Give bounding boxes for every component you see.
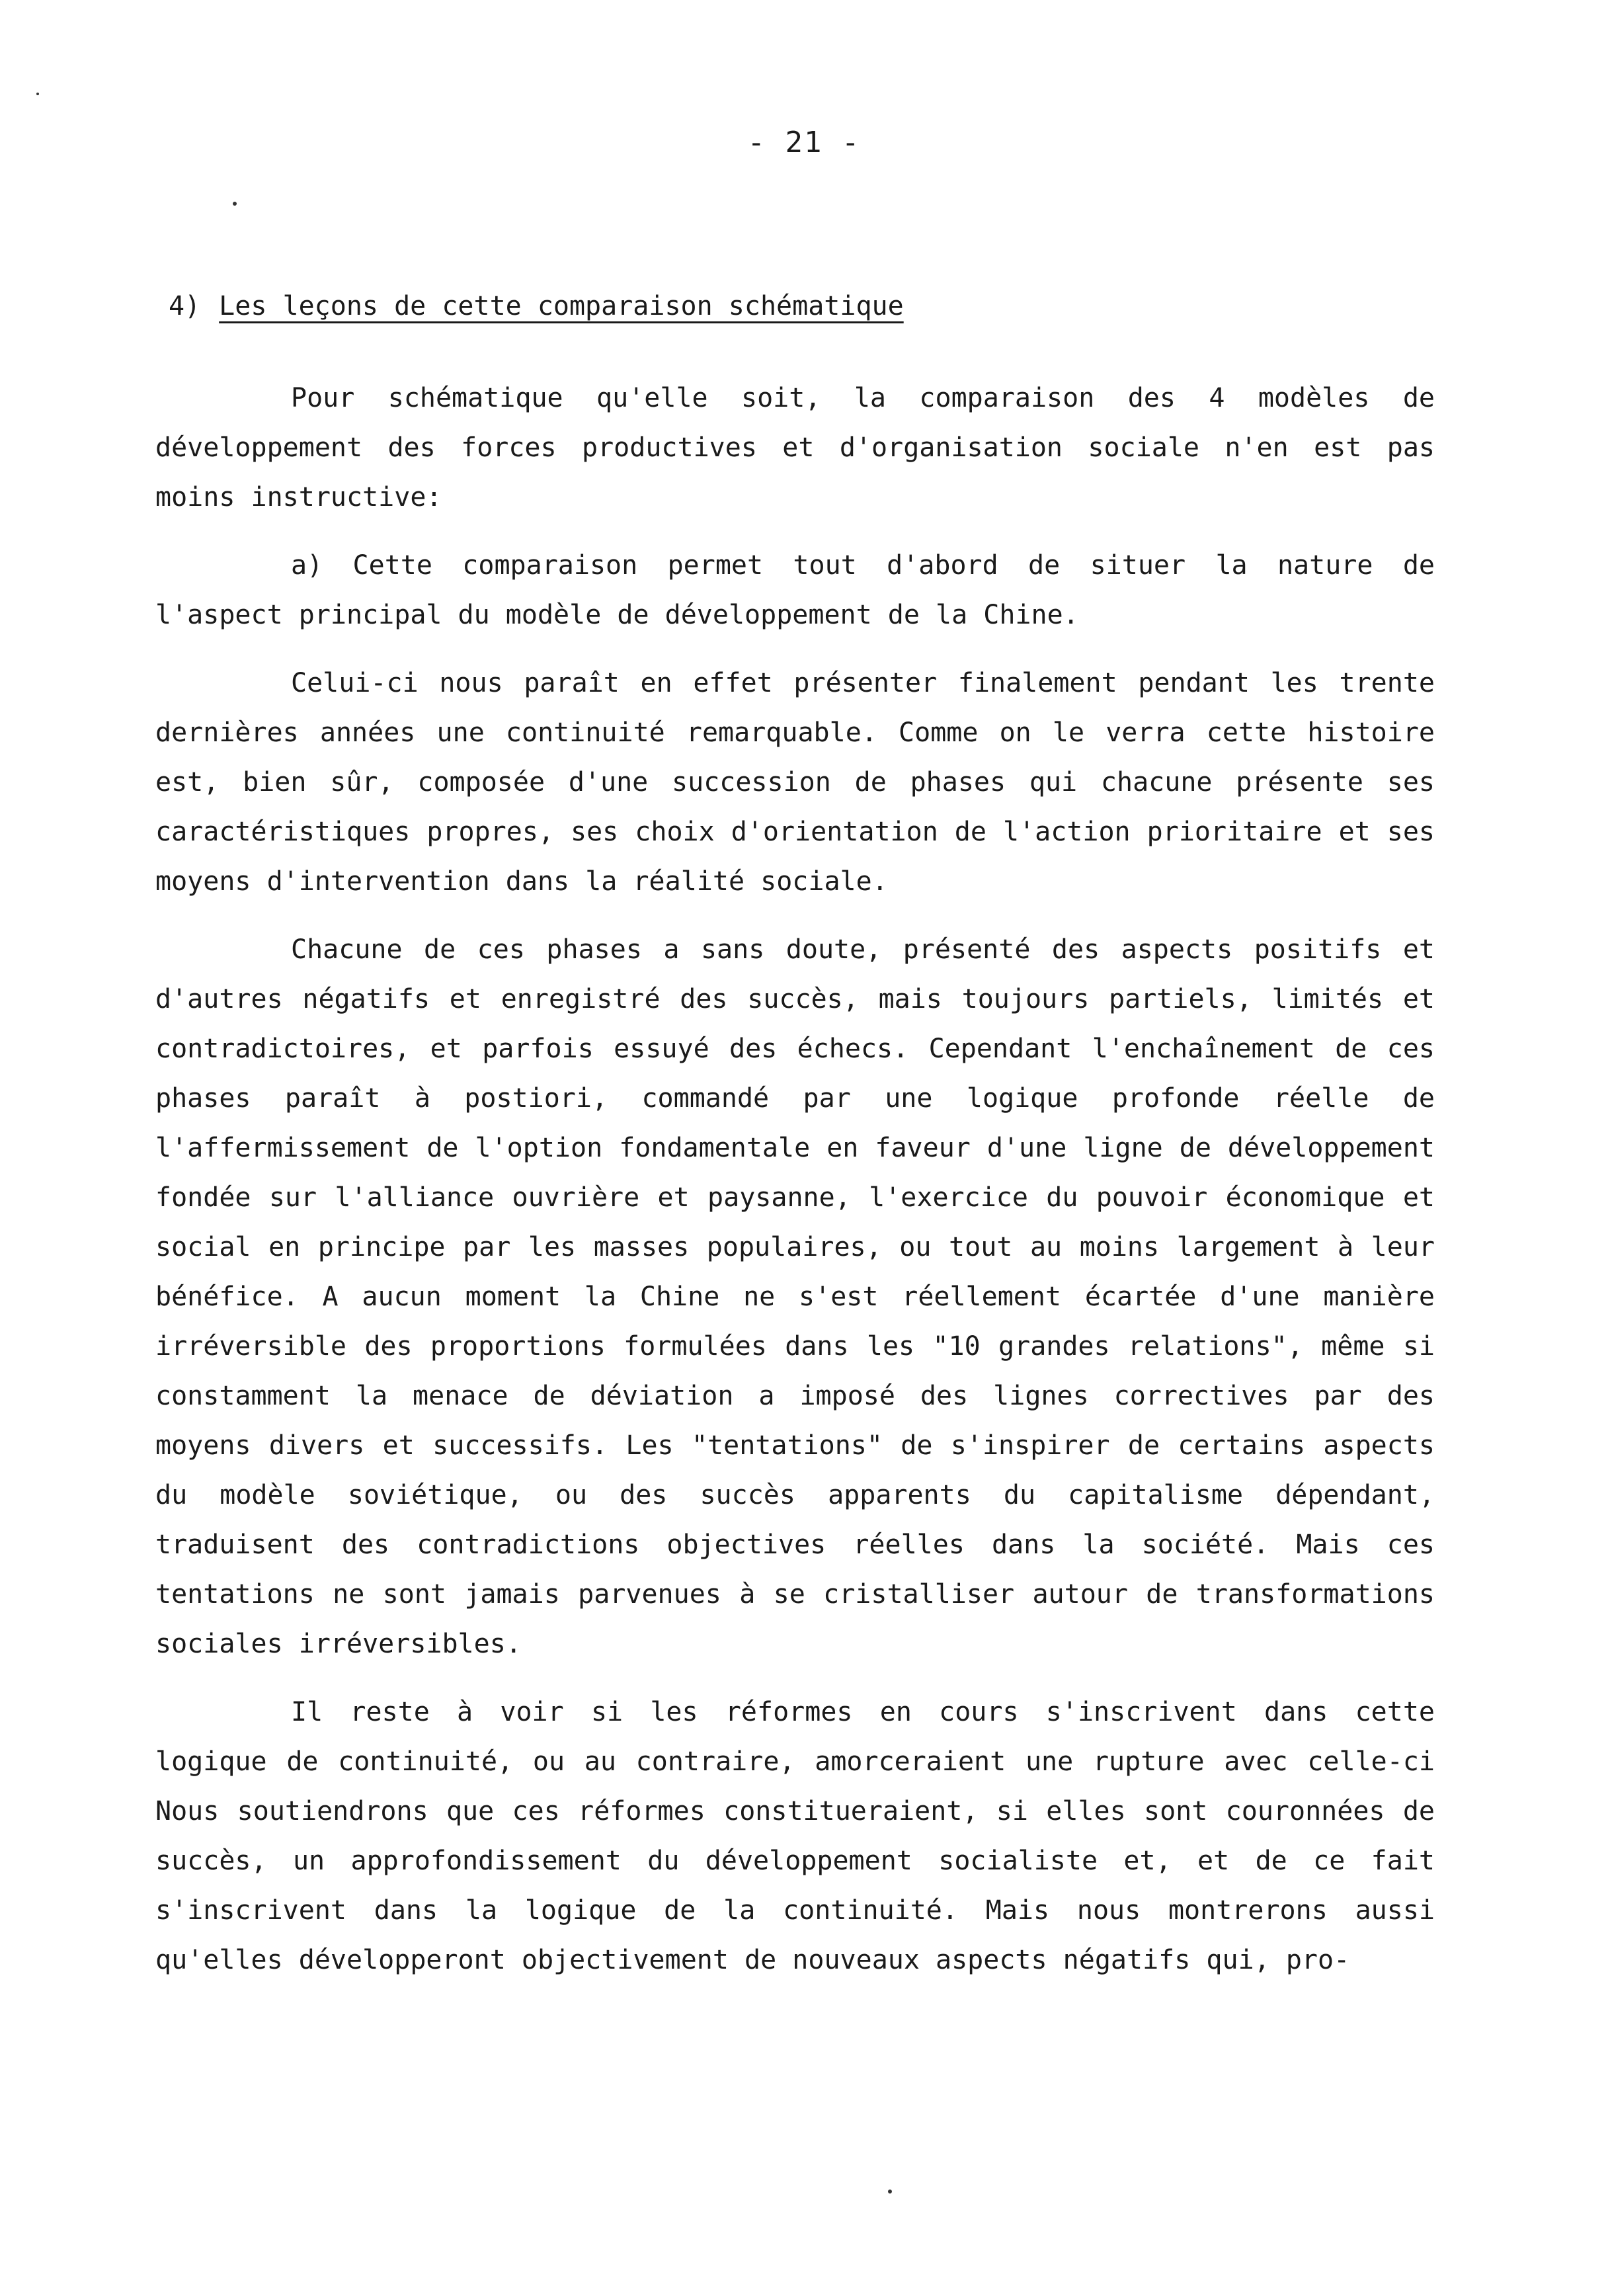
paragraph-reforms: Il reste à voir si les réformes en cours s'inscrivent dans cette logique de continuité, ou au contraire, amorceraient une rupture avec celle-ci Nous soutiendrons que ces réformes constitueraient, si elles sont couronnées de succès, un approfondissement du développement socialiste et, et de ce fait s'inscrivent dans la logique de la continuité. Mais nous montrerons aussi qu'elles développeront objectivement de nouveaux aspects négatifs qui, pro- — [155, 1697, 1435, 1975]
section-heading — [169, 291, 904, 321]
body-text — [155, 374, 1435, 2004]
section-title: Les leçons de cette comparaison schématique — [219, 291, 904, 321]
paragraph-intro: Pour schématique qu'elle soit, la comparaison des 4 modèles de développement des forces productives et d'organisation sociale n'en est pas moins instructive: — [155, 383, 1435, 512]
paragraph-point-a: a) Cette comparaison permet tout d'abord de situer la nature de l'aspect principal du modèle de développement de la Chine. — [155, 550, 1435, 630]
section-number: 4) — [169, 291, 201, 321]
scan-speck — [36, 93, 39, 95]
page-number: - 21 - — [747, 126, 861, 159]
scan-speck — [888, 2190, 892, 2194]
scan-speck — [233, 202, 237, 206]
paragraph-phases: Chacune de ces phases a sans doute, présenté des aspects positifs et d'autres négatifs et enregistré des succès, mais toujours partiels, limités et contradictoires, et parfois essuyé des échecs. Cependant l'enchaînement de ces phases paraît à postiori, commandé par une logique profonde réelle de l'affermissement de l'option fondamentale en faveur d'une ligne de développement fondée sur l'alliance ouvrière et paysanne, l'exercice du pouvoir économique et social en principe par les masses populaires, ou tout au moins largement à leur bénéfice. A aucun moment la Chine ne s'est réellement écartée d'une manière irréversible des proportions formulées dans les "10 grandes relations", même si constamment la menace de déviation a imposé des lignes correctives par des moyens divers et successifs. Les "tentations" de s'inspirer de certains aspects du modèle soviétique, ou des succès apparents du capitalisme dépendant, traduisent des contradictions objectives réelles dans la société. Mais ces tentations ne sont jamais parvenues à se cristalliser autour de transformations sociales irréversibles. — [155, 934, 1435, 1659]
paragraph-continuity: Celui-ci nous paraît en effet présenter finalement pendant les trente dernières années une continuité remarquable. Comme on le verra cette histoire est, bien sûr, composée d'une succession de phases qui chacune présente ses caractéristiques propres, ses choix d'orientation de l'action prioritaire et ses moyens d'intervention dans la réalité sociale. — [155, 668, 1435, 897]
